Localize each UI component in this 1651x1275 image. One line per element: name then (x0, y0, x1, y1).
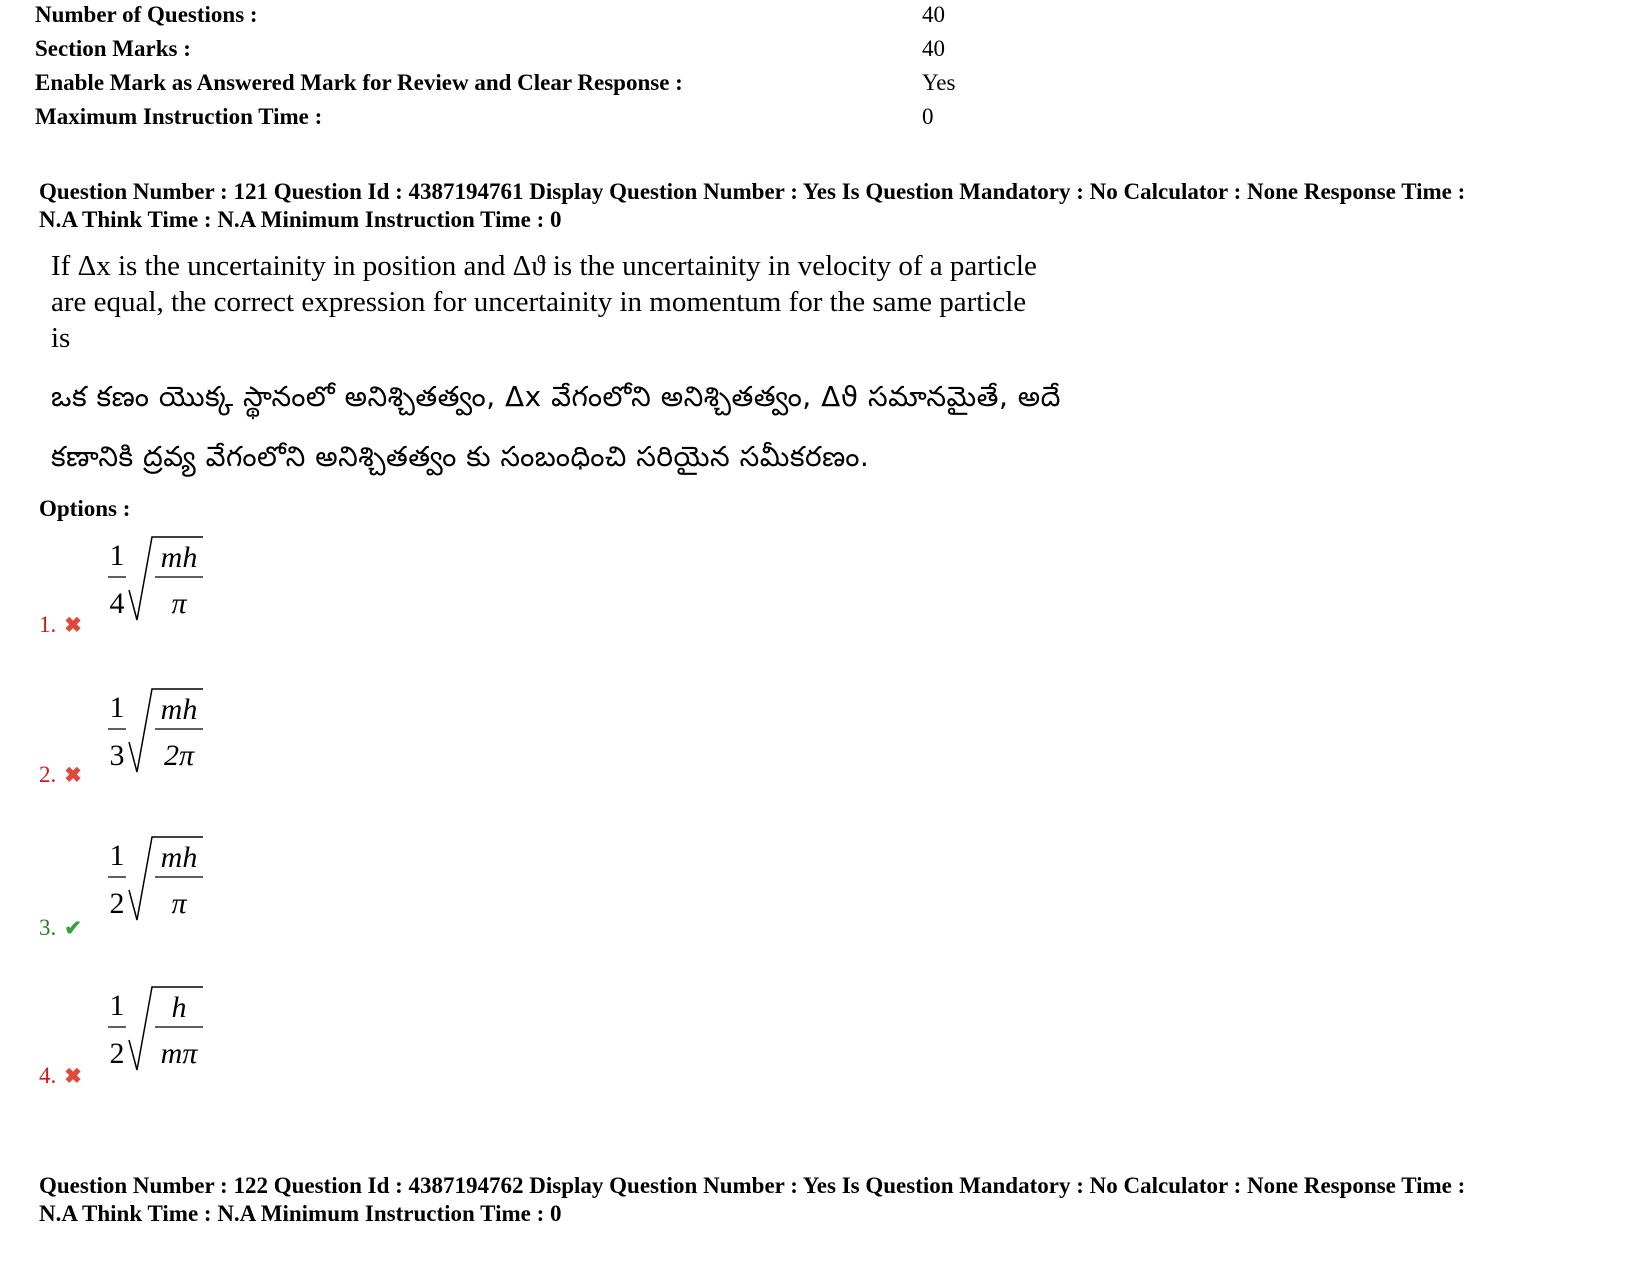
coefficient-denominator: 2 (109, 887, 125, 920)
question-header-line1: Question Number : 121 Question Id : 4387194761 Display Question Number : Yes Is Question Mandatory : No Calculator : None Response Time : (39, 179, 1466, 204)
coefficient-denominator: 3 (109, 739, 125, 772)
info-label-instruction-time: Maximum Instruction Time : (35, 104, 323, 129)
radicand-denominator: π (171, 887, 187, 920)
options-label: Options : (39, 496, 131, 521)
info-value-instruction-time: 0 (922, 104, 934, 129)
radicand-denominator: π (171, 587, 187, 620)
option-number: 2. (39, 762, 57, 787)
option-2-formula[interactable] (107, 687, 227, 787)
question-122-header (39, 1172, 1629, 1228)
option-4-formula[interactable] (107, 985, 227, 1085)
info-value-enable-mark: Yes (922, 70, 956, 95)
radicand-numerator: mh (160, 841, 198, 874)
cross-icon: ✖ (64, 763, 82, 787)
radicand-denominator: mπ (160, 1037, 198, 1070)
question-text-line: is (51, 322, 71, 354)
info-label-marks: Section Marks : (35, 36, 191, 61)
info-label-questions: Number of Questions : (35, 2, 258, 27)
coefficient-numerator: 1 (109, 539, 125, 572)
radicand-denominator: 2π (163, 739, 195, 772)
question-text-telugu-line1: ఒక కణం యొక్క స్థానంలో అనిశ్చితత్వం, Δx వేగంలోని అనిశ్చితత్వం, Δϑ సమానమైతే, అదే (51, 380, 1061, 413)
cross-icon: ✖ (64, 613, 82, 637)
question-header-line1: Question Number : 122 Question Id : 4387194762 Display Question Number : Yes Is Question Mandatory : No Calculator : None Response Time : (39, 1173, 1466, 1198)
coefficient-numerator: 1 (109, 691, 125, 724)
check-icon: ✔ (64, 916, 82, 940)
radicand-numerator: mh (160, 541, 198, 574)
option-1-formula[interactable] (107, 535, 227, 635)
cross-icon: ✖ (64, 1064, 82, 1088)
option-3-formula[interactable] (107, 835, 227, 935)
coefficient-denominator: 4 (109, 587, 125, 620)
question-text-line: are equal, the correct expression for uncertainity in momentum for the same particle (51, 286, 1027, 318)
option-1-number (39, 612, 82, 638)
option-number: 1. (39, 612, 57, 637)
coefficient-denominator: 2 (109, 1037, 125, 1070)
info-value-marks: 40 (922, 36, 945, 61)
option-number: 4. (39, 1063, 57, 1088)
question-121-header (39, 178, 1629, 234)
option-number: 3. (39, 915, 57, 940)
question-text-telugu-line2: కణానికి ద్రవ్య వేగంలోని అనిశ్చితత్వం కు సంబంధించి సరియైన సమీకరణం. (51, 440, 870, 473)
option-4-number (39, 1063, 82, 1089)
question-header-line2: N.A Think Time : N.A Minimum Instruction Time : 0 (39, 207, 562, 232)
question-header-line2: N.A Think Time : N.A Minimum Instruction Time : 0 (39, 1201, 562, 1226)
option-3-number (39, 915, 82, 941)
info-value-questions: 40 (922, 2, 945, 27)
info-label-enable-mark: Enable Mark as Answered Mark for Review and Clear Response : (35, 70, 683, 95)
question-text-english (51, 248, 1151, 356)
radicand-numerator: mh (160, 693, 198, 726)
question-text-line: If Δx is the uncertainity in position and Δϑ is the uncertainity in velocity of a particle (51, 250, 1037, 282)
option-2-number (39, 762, 82, 788)
coefficient-numerator: 1 (109, 839, 125, 872)
coefficient-numerator: 1 (109, 989, 125, 1022)
radicand-numerator: h (171, 991, 187, 1024)
